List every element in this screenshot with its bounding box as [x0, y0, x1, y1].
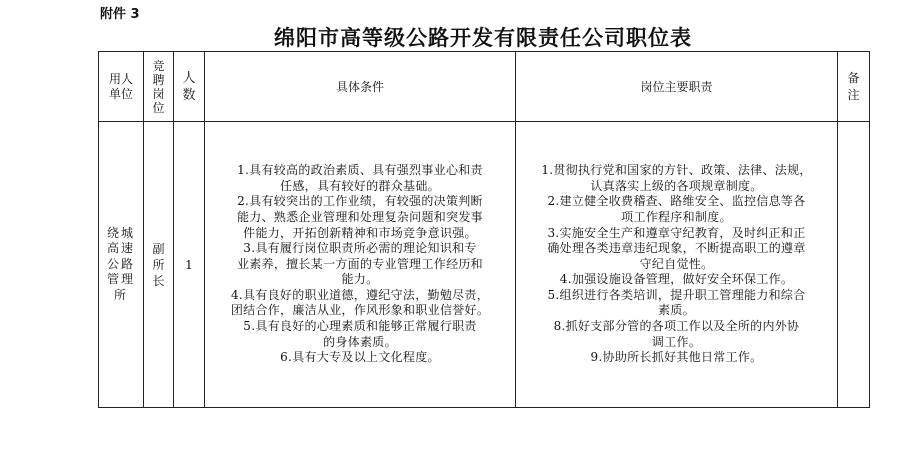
- header-duties: [516, 52, 838, 122]
- header-row: [99, 52, 870, 122]
- header-conditions: [205, 52, 516, 122]
- cell-unit: [99, 122, 144, 408]
- header-unit: [99, 52, 144, 122]
- table-row: [99, 122, 870, 408]
- header-unit-label: 用人 单位: [108, 71, 133, 101]
- position-name: 副 所 长: [152, 241, 165, 288]
- header-remarks-label: 备 注: [847, 70, 860, 102]
- cell-position: [144, 122, 174, 408]
- conditions-text: 1.具有较高的政治素质、具有强烈事业心和责 任感，具有较好的群众基础。 2.具有较突出的工作业绩，有较强的决策判断 能力、熟悉企业管理和处理复杂问题和突发事 件能力，开拓创新精神和市场竞争意识强。 3.具有履行岗位职责所必需的理论知识和专 业素养，擅长某一方面的专业管理工作经历和 能力。 4.具有良好的职业道德，遵纪守法，勤勉尽责， 团结合作，廉洁从业，作风形象和职业信誉好。 5.具有良好的心理素质和能够正常履行职责 的身体素质。 6.具有大专及以上文化程度。: [230, 163, 490, 365]
- header-position: [144, 52, 174, 122]
- duties-text: 1.贯彻执行党和国家的方针、政策、法律、法规， 认真落实上级的各项规章制度。 2.建立健全收费稽查、路维安全、监控信息等各 项工作程序和制度。 3.实施安全生产和遵章守纪教育，及时纠正和正 确处理各类违章违纪现象，不断提高职工的遵章 守纪自觉性。 4.加强设施设备管理，做好安全环保工作。 5.组织进行各类培训，提升职工管理能力和综合 素质。 8.抓好支部分管的各项工作以及全所的内外协 调工作。 9.协助所长抓好其他日常工作。: [541, 163, 812, 365]
- header-count-label: 人 数: [182, 70, 196, 103]
- cell-conditions: [205, 122, 516, 408]
- header-remarks: [838, 52, 870, 122]
- position-count: 1: [185, 257, 193, 272]
- attachment-label: 附件 3: [100, 7, 140, 22]
- page-title: 绵阳市高等级公路开发有限责任公司职位表: [274, 26, 692, 50]
- unit-name: 绕城 高速 公路 管理 所: [106, 225, 135, 302]
- header-count: [174, 52, 205, 122]
- header-conditions-label: 具体条件: [335, 80, 384, 94]
- header-position-label: 竞 聘 岗 位: [152, 58, 165, 115]
- cell-remarks: [838, 122, 870, 408]
- cell-duties: [516, 122, 838, 408]
- job-table: [98, 51, 870, 408]
- header-duties-label: 岗位主要职责: [640, 80, 713, 94]
- cell-count: [174, 122, 205, 408]
